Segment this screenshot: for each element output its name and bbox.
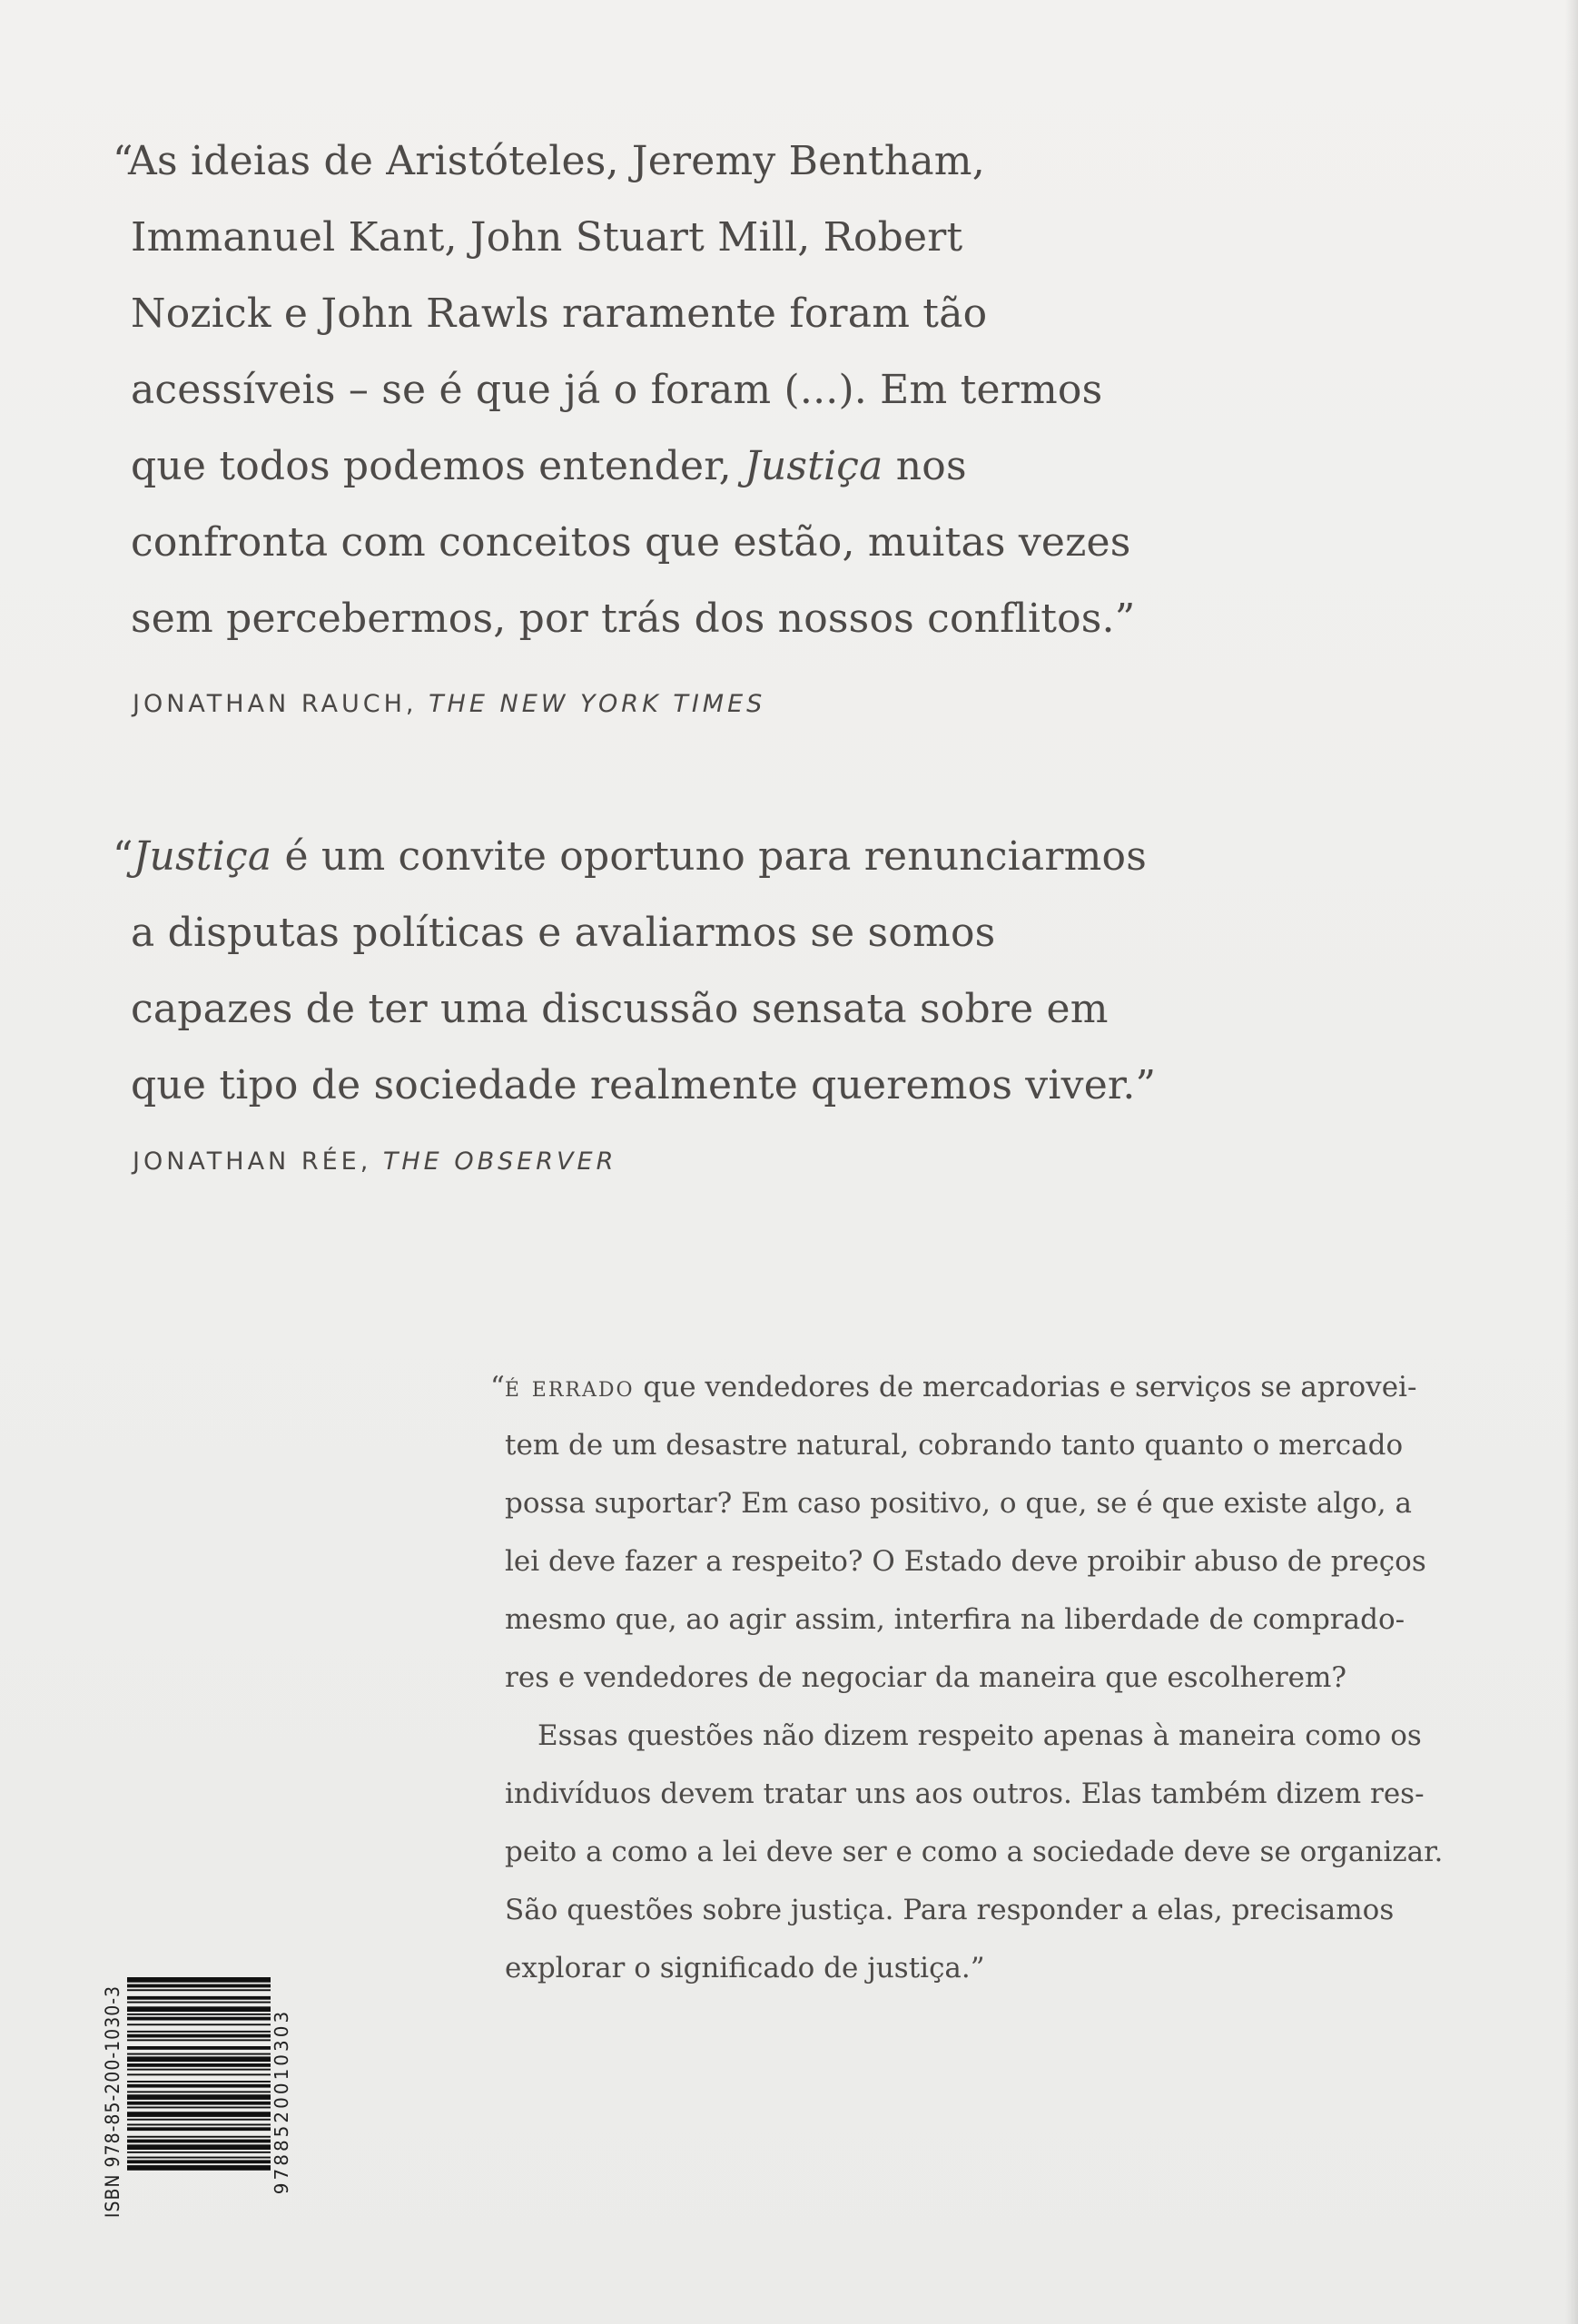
quote-line: confronta com conceitos que estão, muitas vezes — [131, 519, 1131, 566]
excerpt-line: peito a como a lei deve ser e como a sociedade deve se organizar. — [505, 1836, 1444, 1868]
barcode-bar — [127, 2014, 271, 2015]
barcode-bar — [127, 2039, 271, 2041]
barcode-bar — [127, 1984, 271, 1988]
quote-line: capazes de ter uma discussão sensata sobre em — [131, 986, 1109, 1032]
barcode — [102, 1972, 292, 2231]
barcode-bar — [127, 2091, 271, 2093]
barcode-bar — [127, 2152, 271, 2153]
barcode-bar — [127, 2107, 271, 2109]
barcode-bar — [127, 2031, 271, 2033]
barcode-bar — [127, 1989, 271, 1991]
barcode-bar — [127, 2127, 271, 2131]
barcode-bar — [127, 2034, 271, 2038]
attribution-author: JONATHAN RÉE, — [133, 1147, 372, 1176]
barcode-bar — [127, 2102, 271, 2105]
barcode-bar — [127, 2119, 271, 2121]
page-edge-shadow — [1565, 0, 1578, 2324]
barcode-bar — [127, 2136, 271, 2138]
excerpt-line: mesmo que, ao agir assim, interfira na liberdade de comprado- — [505, 1603, 1405, 1636]
quote-line: Immanuel Kant, John Stuart Mill, Robert — [131, 214, 963, 261]
barcode-bar — [127, 2056, 271, 2062]
barcode-bar — [127, 2024, 271, 2025]
attribution-rauch — [133, 690, 765, 718]
quote-line: acessíveis – se é que já o foram (...). Em termos — [131, 367, 1103, 413]
barcode-bar — [127, 2006, 271, 2012]
barcode-bar — [127, 2073, 271, 2075]
quote-line: “As ideias de Aristóteles, Jeremy Bentham, — [113, 138, 985, 184]
excerpt-line: “é errado que vendedores de mercadorias e serviços se aprovei- — [490, 1371, 1417, 1403]
quote-line: “Justiça é um convite oportuno para renunciarmos — [113, 833, 1147, 880]
barcode-digits: 9788520010303 — [271, 2008, 292, 2195]
barcode-bar — [127, 2053, 271, 2055]
barcode-bar — [127, 2144, 271, 2150]
barcode-bar — [127, 2124, 271, 2126]
barcode-bar — [127, 2063, 271, 2067]
excerpt-line: Essas questões não dizem respeito apenas à maneira como os — [538, 1719, 1422, 1752]
excerpt-line: tem de um desastre natural, cobrando tanto quanto o mercado — [505, 1429, 1404, 1462]
quote-line: que tipo de sociedade realmente queremos viver.” — [131, 1062, 1157, 1108]
barcode-bar — [127, 2017, 271, 2021]
book-title: Justiça — [744, 443, 883, 489]
quote-rauch — [113, 123, 1136, 657]
quote-line: sem percebermos, por trás dos nossos conflitos.” — [131, 596, 1136, 642]
isbn-label: ISBN 978-85-200-1030-3 — [102, 1984, 123, 2219]
barcode-bar — [127, 1977, 271, 1983]
barcode-bar — [127, 2081, 271, 2083]
attribution-source: THE OBSERVER — [382, 1147, 617, 1176]
barcode-bar — [127, 2140, 271, 2143]
excerpt-line: lei deve fazer a respeito? O Estado deve proibir abuso de preços — [505, 1545, 1426, 1578]
barcode-bar — [127, 2157, 271, 2159]
book-title: Justiça — [133, 833, 272, 880]
excerpt-line: res e vendedores de negociar da maneira que escolherem? — [505, 1661, 1347, 1694]
excerpt-line: São questões sobre justiça. Para responder a elas, precisamos — [505, 1894, 1395, 1926]
barcode-bar — [127, 1996, 271, 2000]
quote-line: a disputas políticas e avaliarmos se somos — [131, 910, 996, 956]
barcode-bars — [127, 1977, 271, 2171]
excerpt-line: explorar o significado de justiça.” — [505, 1952, 985, 1984]
attribution-source: THE NEW YORK TIMES — [429, 690, 766, 718]
attribution-author: JONATHAN RAUCH, — [133, 690, 418, 718]
quote-line: que todos podemos entender, Justiça nos — [131, 443, 967, 489]
excerpt-line: possa suportar? Em caso positivo, o que, se é que existe algo, a — [505, 1487, 1412, 1520]
excerpt-line: indivíduos devem tratar uns aos outros. Elas também dizem res- — [505, 1777, 1425, 1810]
barcode-bar — [127, 2084, 271, 2088]
quote-line: Nozick e John Rawls raramente foram tão — [131, 290, 988, 337]
barcode-bar — [127, 2046, 271, 2050]
book-excerpt — [490, 1358, 1449, 1997]
barcode-bar — [127, 2069, 271, 2071]
attribution-ree — [133, 1147, 616, 1176]
barcode-bar — [127, 2094, 271, 2100]
barcode-bar — [127, 2002, 271, 2004]
barcode-bar — [127, 2165, 271, 2171]
barcode-bar — [127, 2112, 271, 2117]
quote-ree — [113, 819, 1157, 1124]
barcode-bar — [127, 2160, 271, 2163]
